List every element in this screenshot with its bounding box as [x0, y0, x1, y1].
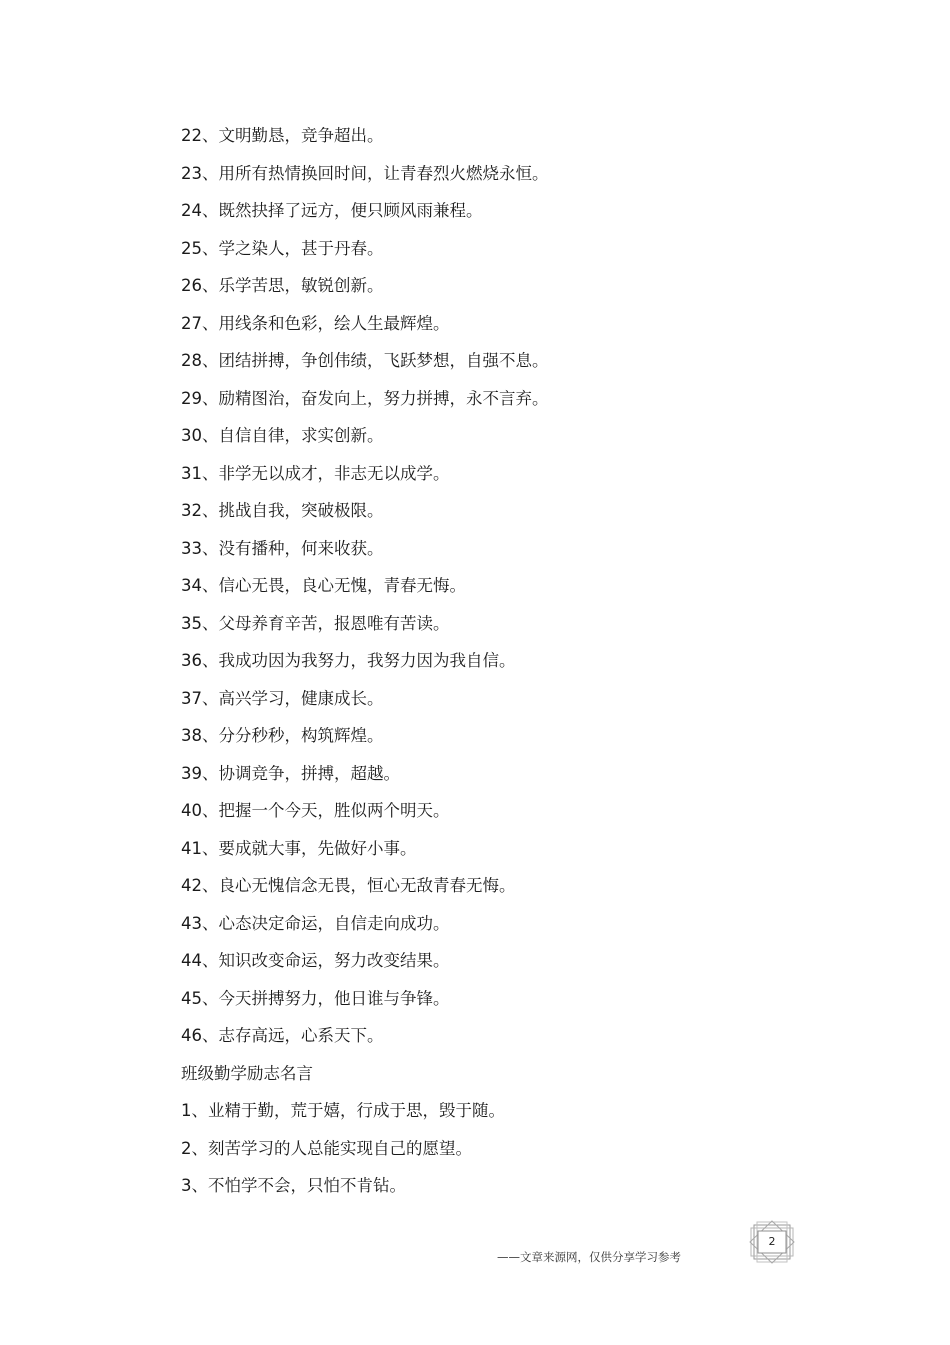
text-line: 45、今天拼搏努力，他日谁与争锋。 [181, 988, 450, 1008]
document-body [181, 122, 821, 1210]
text-line: 23、用所有热情换回时间，让青春烈火燃烧永恒。 [181, 163, 549, 183]
text-line: 1、业精于勤，荒于嬉，行成于思，毁于随。 [181, 1101, 505, 1120]
footer-source-note: ——文章来源网，仅供分享学习参考 [497, 1250, 681, 1264]
text-line: 39、协调竞争，拼搏，超越。 [181, 763, 400, 783]
text-line: 26、乐学苦思，敏锐创新。 [181, 276, 384, 295]
text-line: 40、把握一个今天，胜似两个明天。 [181, 801, 450, 820]
text-line: 32、挑战自我，突破极限。 [181, 501, 384, 520]
section-heading: 班级勤学励志名言 [181, 1063, 313, 1083]
text-line: 33、没有播种，何来收获。 [181, 538, 384, 558]
text-line: 44、知识改变命运，努力改变结果。 [181, 951, 450, 970]
text-line: 43、心态决定命运，自信走向成功。 [181, 913, 450, 933]
page-number-badge [748, 1220, 796, 1264]
text-line: 41、要成就大事，先做好小事。 [181, 838, 417, 858]
text-line: 29、励精图治，奋发向上，努力拼搏，永不言弃。 [181, 388, 549, 408]
text-line: 22、文明勤恳，竞争超出。 [181, 126, 384, 145]
text-line: 30、自信自律，求实创新。 [181, 426, 384, 445]
text-line: 42、良心无愧信念无畏，恒心无敌青春无悔。 [181, 876, 516, 895]
text-line: 35、父母养育辛苦，报恩唯有苦读。 [181, 613, 450, 633]
text-line: 24、既然抉择了远方，便只顾风雨兼程。 [181, 201, 483, 220]
page-number: 2 [768, 1235, 776, 1248]
text-line: 38、分分秒秒，构筑辉煌。 [181, 726, 384, 745]
text-line: 28、团结拼搏，争创伟绩，飞跃梦想，自强不息。 [181, 351, 549, 370]
text-line: 3、不怕学不会，只怕不肯钻。 [181, 1176, 406, 1195]
text-line: 25、学之染人，甚于丹春。 [181, 238, 384, 258]
text-line: 36、我成功因为我努力，我努力因为我自信。 [181, 651, 516, 670]
text-line: 2、刻苦学习的人总能实现自己的愿望。 [181, 1138, 472, 1158]
text-line: 37、高兴学习，健康成长。 [181, 688, 384, 708]
text-line: 31、非学无以成才，非志无以成学。 [181, 463, 450, 483]
text-line: 27、用线条和色彩，绘人生最辉煌。 [181, 313, 450, 333]
text-line: 46、志存高远，心系天下。 [181, 1026, 384, 1045]
text-line: 34、信心无畏，良心无愧，青春无悔。 [181, 576, 466, 595]
